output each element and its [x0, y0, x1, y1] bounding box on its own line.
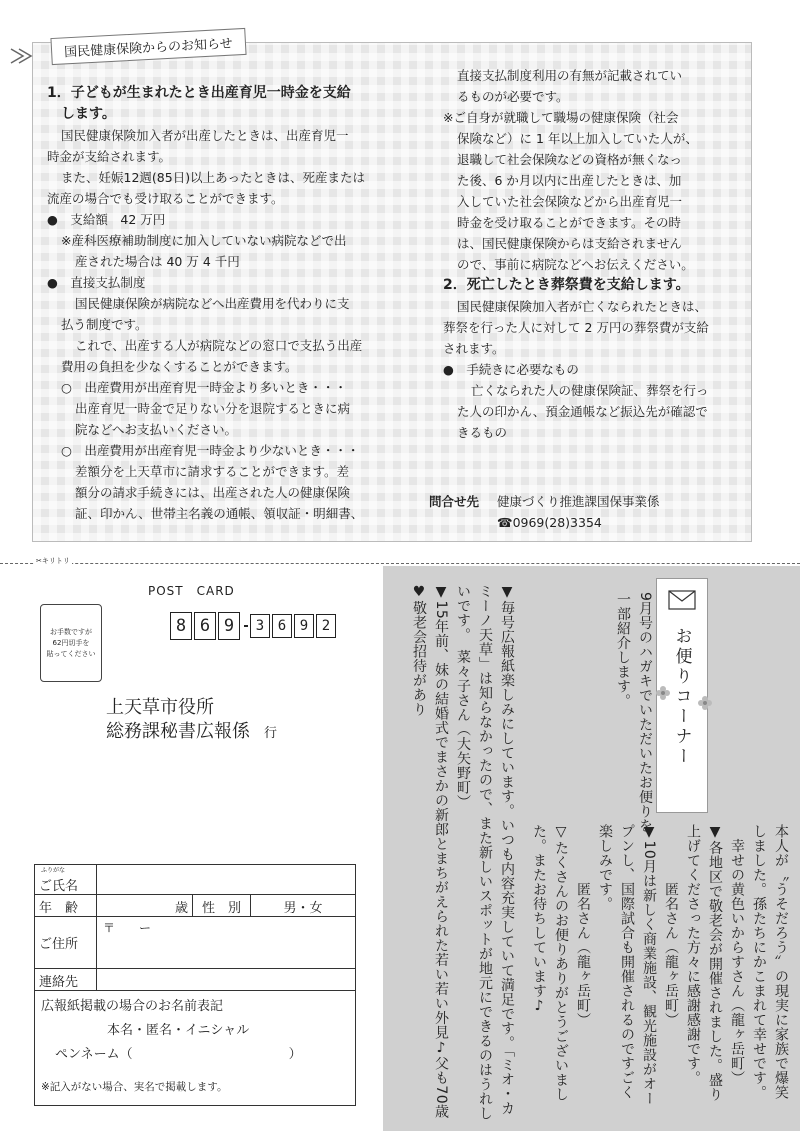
letters-intro	[612, 578, 656, 838]
pen-name-field[interactable]: ペンネーム（ ）	[55, 1047, 302, 1062]
contact-field-label: 連絡先	[35, 969, 97, 990]
zip-digit: 9	[218, 612, 240, 640]
contact-dept: 健康づくり推進課国保事業係	[497, 494, 660, 509]
right-line: 保険など）に 1 年以上加入していた人が、	[457, 131, 698, 146]
zip-digit: 8	[170, 612, 192, 640]
address-label: ご住所	[35, 917, 97, 968]
left-line: 1．子どもが生まれたとき出産育児一時金を支給	[47, 85, 351, 101]
zip-digit: 9	[294, 614, 314, 638]
left-line: 時金が支給されます。	[47, 149, 172, 164]
right-line: るものが必要です。	[457, 89, 569, 104]
letters-column-c	[531, 824, 792, 1108]
post-card-label: POST CARD	[148, 584, 235, 598]
left-line: 出産育児一時金で足りない分を退院するときに病	[75, 401, 351, 416]
zip-digit: 3	[250, 614, 270, 638]
letters-column-a	[408, 584, 518, 1124]
left-line: 払う制度です。	[61, 317, 148, 332]
row-address	[35, 917, 355, 969]
pen-note: ※記入がない場合、実名で掲載します。	[41, 1081, 228, 1093]
stamp-note-2: 62円切手を	[52, 639, 90, 647]
letter-4-signature: 匿名さん（龍ヶ岳町）	[663, 824, 679, 1027]
stamp-box	[40, 604, 102, 682]
intro-text: 9月号のハガキでいただいたお便りを一部紹介します。	[615, 592, 653, 834]
postcard	[0, 566, 383, 1131]
zip-dash	[244, 625, 248, 627]
left-line: ○ 出産費用が出産育児一時金より少ないとき・・・	[61, 443, 360, 458]
right-line: 2．死亡したとき葬祭費を支給します。	[443, 277, 690, 293]
left-line: 証、印かん、世帯主名義の通帳、領収証・明細書、	[75, 506, 364, 521]
age-field[interactable]	[97, 895, 193, 916]
right-line: 直接支払制度利用の有無が記載されてい	[457, 68, 683, 83]
right-line: は、国民健康保険からは支給されません	[457, 236, 683, 251]
contact-info	[429, 491, 660, 533]
reply-form	[34, 864, 356, 1106]
notice-tag: 国民健康保険からのお知らせ	[50, 28, 246, 65]
notice-right-column	[443, 65, 748, 443]
addr-suffix: 行	[264, 726, 278, 741]
cut-label: ✂キリトリ	[36, 557, 70, 565]
pen-name-block	[35, 991, 355, 1105]
right-line: 亡くなられた人の健康保険証、葬祭を行っ	[471, 383, 709, 398]
left-line: また、妊娠12週(85日)以上あったときは、死産または	[61, 170, 365, 185]
addr-line-2: 総務課秘書広報係	[106, 721, 250, 742]
stamp-note-3: 貼ってください	[46, 650, 96, 658]
letters-corner	[383, 566, 800, 1131]
envelope-icon	[668, 590, 696, 610]
address-field[interactable]	[97, 917, 355, 968]
right-line: されます。	[443, 341, 505, 356]
closing-note: ▽たくさんのお便りありがとうございました。またお待ちしています♪	[531, 824, 569, 1102]
age-label: 年 齢	[35, 895, 97, 916]
contact-tel: ☎0969(28)3354	[497, 515, 602, 530]
right-line: 葬祭を行った人に対して 2 万円の葬祭費が支給	[443, 320, 709, 335]
right-line: た人の印かん、預金通帳など振込先が確認で	[457, 404, 708, 419]
letter-5: ▼10月は新しく商業施設、観光施設がオープンし、国際試合も開催されるのですごく楽しみです。	[597, 824, 657, 1106]
notice-box	[32, 36, 752, 542]
furigana-label: ふりがな	[41, 867, 66, 874]
row-name	[35, 865, 355, 895]
stamp-note-1: お手数ですが	[50, 628, 92, 636]
row-age	[35, 895, 355, 917]
right-line: た後、6 か月以内に出産したときは、加	[457, 173, 682, 188]
recipient-address	[106, 696, 277, 746]
zip-digit: 6	[272, 614, 292, 638]
name-field[interactable]	[97, 865, 355, 894]
pen-title: 広報紙掲載の場合のお名前表記	[41, 999, 224, 1014]
left-line: 流産の場合でも受け取ることができます。	[47, 191, 284, 206]
left-line: します。	[61, 106, 116, 122]
flower-icon	[656, 686, 670, 700]
notice-left-column	[47, 83, 407, 524]
addr-line-1: 上天草市役所	[106, 697, 214, 718]
row-contact	[35, 969, 355, 991]
letters-title-text: お便りコーナー	[671, 627, 692, 767]
letter-3: 本人が〝うそだろう〟の現実に家族で爆笑しました。孫たちにかこまれて幸せです。	[751, 824, 789, 1100]
letter-3-signature: 幸せの黄色いからすさん（龍ヶ岳町）	[729, 824, 745, 1085]
left-line: 産された場合は 40 万 4 千円	[75, 254, 240, 269]
arrow-icon	[9, 47, 35, 65]
left-line: 額分の請求手続きには、出産された人の健康保険	[75, 485, 351, 500]
sex-options[interactable]: 男・女	[283, 901, 323, 916]
left-line: 国民健康保険が病院などへ出産費用を代わりに支	[75, 296, 350, 311]
left-line: 国民健康保険加入者が出産したときは、出産育児一	[61, 128, 349, 143]
left-line: ○ 出産費用が出産育児一時金より多いとき・・・	[61, 380, 347, 395]
name-label: ご氏名	[39, 879, 79, 894]
sex-label: 性 別	[193, 895, 251, 916]
left-line: ● 直接支払制度	[47, 275, 146, 290]
flower-icon	[698, 696, 712, 710]
right-line: 入していた社会保険などから出産育児一	[457, 194, 683, 209]
contact-label: 問合せ先	[429, 494, 480, 509]
pen-options[interactable]: 本名・匿名・イニシャル	[107, 1023, 250, 1038]
zip-code	[170, 612, 338, 640]
right-line: ※ご自身が就職して職場の健康保険（社会	[443, 110, 679, 125]
cut-line	[0, 563, 800, 564]
letter-4: ▼各地区で敬老会が開催されました。盛り上げてくださった方々に感謝感謝です。	[685, 824, 723, 1102]
right-line: ので、事前に病院などへお伝えください。	[457, 257, 694, 272]
left-line: これで、出産する人が病院などの窓口で支払う出産	[75, 338, 363, 353]
right-line: ● 手続きに必要なもの	[443, 362, 579, 377]
right-line: 時金を受け取ることができます。その時	[457, 215, 682, 230]
contact-field[interactable]	[97, 969, 355, 990]
right-line: 国民健康保険加入者が亡くなられたときは、	[457, 299, 708, 314]
left-line: 費用の負担を少なくすることができます。	[61, 359, 298, 374]
letter-2: ▼15年前、妹の結婚式でまさかの新郎とまちがえられた若い若い外見♪父も70歳♥敬老会招待があり	[411, 584, 449, 1119]
postal-mark: 〒 ー	[103, 921, 152, 935]
right-line: きるもの	[457, 425, 508, 440]
letter-1: ▼毎号広報紙楽しみにしています。いつも内容充実していて満足です。「ミオ・カミーノ天草」は知らなかったので、また新しいスポットが地元にできるのはうれしいです。 菜々子さん（大矢野町）	[455, 584, 515, 1121]
left-line: ● 支給額 42 万円	[47, 212, 166, 227]
letter-5-signature: 匿名さん（龍ヶ岳町）	[575, 824, 591, 1027]
left-line: 院などへお支払いください。	[75, 422, 238, 437]
zip-digit: 2	[316, 614, 336, 638]
zip-digit: 6	[194, 612, 216, 640]
left-line: 差額分を上天草市に請求することができます。差	[75, 464, 350, 479]
left-line: ※産科医療補助制度に加入していない病院などで出	[61, 233, 347, 248]
right-line: 退職して社会保険などの資格が無くなっ	[457, 152, 683, 167]
age-unit: 歳	[174, 901, 188, 916]
